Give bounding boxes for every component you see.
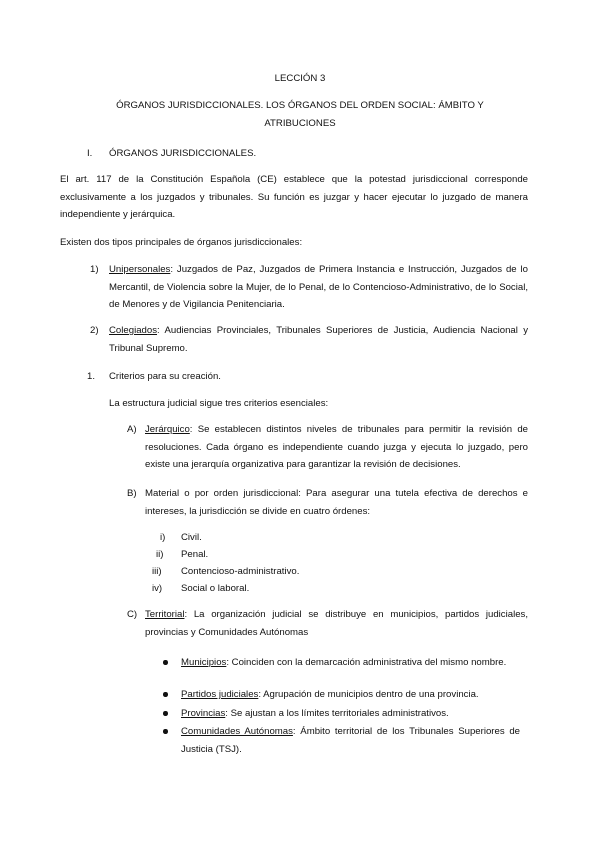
- order-1-label: Civil.: [181, 532, 202, 543]
- type-1-text: : Juzgados de Paz, Juzgados de Primera Instancia e Instrucción, Juzgados de lo Mercantil, de Violencia sobre la Mujer, de lo Penal, de lo Contencioso-Administrativo, de lo Social, de Menores y de Vigilancia Penitenciaria.: [109, 264, 528, 310]
- subsection-1-heading: Criterios para su creación.: [109, 371, 221, 382]
- intro-paragraph: El art. 117 de la Constitución Española (CE) establece que la potestad jurisdiccional corresponde exclusivamente a los juzgados y tribunales. Su función es juzgar y hacer ejecutar lo juzgado de manera independiente y jerárquica.: [60, 174, 528, 220]
- criterion-c: [145, 606, 528, 641]
- bullet-icon: [163, 729, 168, 734]
- criterion-c-marker: C): [127, 609, 138, 620]
- criterion-a: [145, 421, 528, 474]
- criterion-c-text: : La organización judicial se distribuye en municipios, partidos judiciales, provincias y Comunidades Autónomas: [145, 609, 528, 638]
- section-i-marker: I.: [87, 148, 93, 159]
- territorial-municipios-text: : Coinciden con la demarcación administrativa del mismo nombre.: [226, 657, 507, 668]
- order-2-marker: ii): [156, 549, 164, 560]
- type-1-marker: 1): [90, 264, 99, 275]
- order-3-marker: iii): [152, 566, 162, 577]
- type-2-term: Colegiados: [109, 325, 158, 336]
- territorial-provincias-text: : Se ajustan a los límites territoriales administrativos.: [225, 708, 449, 719]
- type-1-term: Unipersonales: [109, 264, 171, 275]
- type-2-marker: 2): [90, 325, 99, 336]
- territorial-partidos: [181, 686, 520, 704]
- criteria-intro: La estructura judicial sigue tres criterios esenciales:: [109, 398, 329, 409]
- criterion-a-text: : Se establecen distintos niveles de tribunales para permitir la revisión de resoluciones. Cada órgano es independiente cuando juzga y ejecuta lo juzgado, pero existe una jerarquía organizativa para garantizar la revisión de decisiones.: [145, 424, 528, 470]
- territorial-provincias-term: Provincias: [181, 708, 226, 719]
- order-2-label: Penal.: [181, 549, 209, 560]
- criterion-a-term: Jerárquico: [145, 424, 190, 435]
- criterion-a-marker: A): [127, 424, 137, 435]
- criterion-b-marker: B): [127, 488, 137, 499]
- territorial-municipios-term: Municipios: [181, 657, 227, 668]
- order-3-label: Contencioso-administrativo.: [181, 566, 300, 577]
- bullet-icon: [163, 692, 168, 697]
- territorial-municipios: [181, 654, 520, 672]
- type-2-item: [109, 322, 528, 357]
- criterion-b-text: Material o por orden jurisdiccional: Para asegurar una tutela efectiva de derechos e intereses, la jurisdicción se divide en cuatro órdenes:: [145, 488, 528, 517]
- territorial-ccaa: [181, 723, 520, 758]
- section-i-heading: ÓRGANOS JURISDICCIONALES.: [109, 148, 257, 159]
- bullet-icon: [163, 711, 168, 716]
- criterion-c-term: Territorial: [145, 609, 185, 620]
- subsection-1-marker: 1.: [87, 371, 96, 382]
- bullet-icon: [163, 660, 168, 665]
- lesson-title: LECCIÓN 3: [274, 73, 326, 84]
- types-intro: Existen dos tipos principales de órganos jurisdiccionales:: [60, 237, 303, 248]
- main-title: ÓRGANOS JURISDICCIONALES. LOS ÓRGANOS DEL ORDEN SOCIAL: ÁMBITO Y ATRIBUCIONES: [116, 100, 484, 129]
- type-1-item: [109, 261, 528, 314]
- territorial-ccaa-text: : Ámbito territorial de los Tribunales Superiores de Justicia (TSJ).: [181, 726, 520, 755]
- type-2-text: : Audiencias Provinciales, Tribunales Superiores de Justicia, Audiencia Nacional y Tribunal Supremo.: [109, 325, 528, 354]
- territorial-provincias: [181, 705, 520, 723]
- territorial-partidos-text: : Agrupación de municipios dentro de una provincia.: [258, 689, 479, 700]
- territorial-ccaa-term: Comunidades Autónomas: [181, 726, 293, 737]
- order-1-marker: i): [160, 532, 166, 543]
- order-4-label: Social o laboral.: [181, 583, 250, 594]
- order-4-marker: iv): [152, 583, 163, 594]
- territorial-partidos-term: Partidos judiciales: [181, 689, 259, 700]
